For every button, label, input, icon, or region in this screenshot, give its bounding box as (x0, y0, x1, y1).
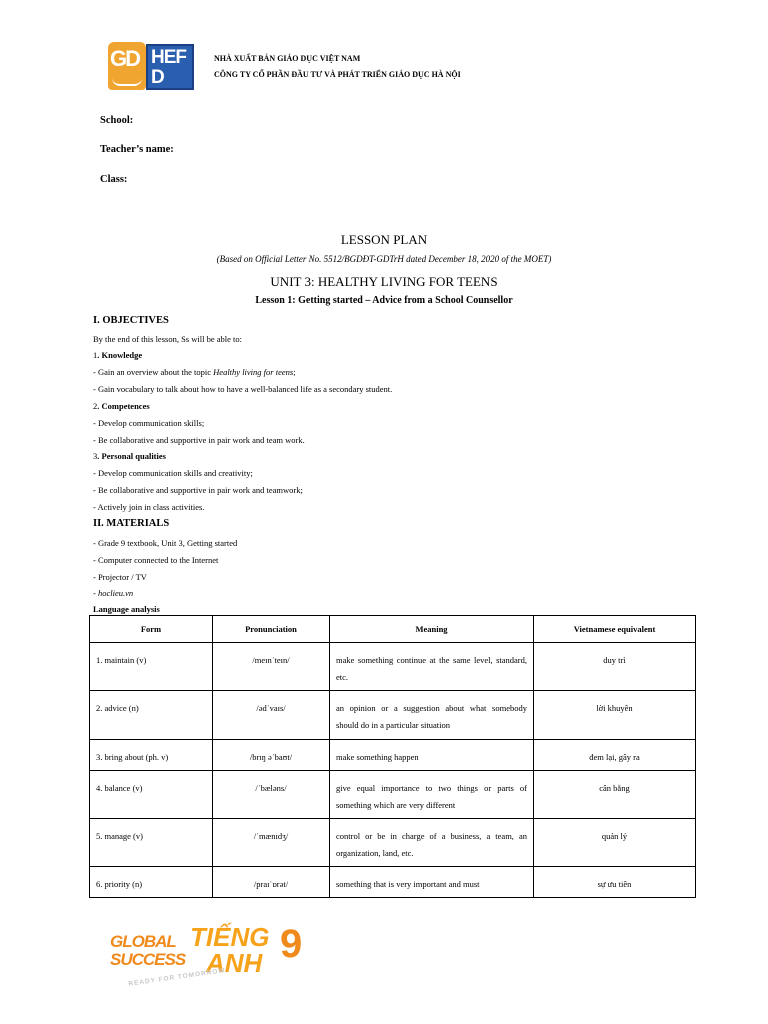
brand-line-2: SUCCESS (110, 950, 186, 969)
material-item-3: - Projector / TV (93, 572, 147, 582)
cell-pronunciation: /ˈmænɪdʒ/ (213, 819, 330, 867)
personal-item-2: - Be collaborative and supportive in pair work and teamwork; (93, 485, 303, 495)
cell-vietnamese: sự ưu tiên (534, 867, 696, 898)
cell-pronunciation: /praɪˈɒrət/ (213, 867, 330, 898)
cell-form: 3. bring about (ph. v) (90, 740, 213, 771)
publisher-line-1: NHÀ XUẤT BẢN GIÁO DỤC VIỆT NAM (214, 54, 361, 63)
personal-item-3: - Actively join in class activities. (93, 502, 205, 512)
knowledge-heading: 1. Knowledge (93, 350, 143, 360)
cell-meaning: make something happen (330, 740, 534, 771)
cell-meaning: something that is very important and must (330, 867, 534, 898)
cell-vietnamese: đem lại, gây ra (534, 740, 696, 771)
brand-anh: ANH (206, 948, 263, 978)
table-row (90, 867, 696, 898)
objectives-heading: I. OBJECTIVES (93, 315, 169, 326)
brand-grade: 9 (280, 922, 303, 966)
brand-line-1: GLOBAL (110, 932, 176, 951)
competences-heading: 2. Competences (93, 401, 150, 411)
class-label: Class: (100, 174, 128, 185)
teacher-label: Teacher’s name: (100, 144, 174, 155)
publisher-line-2: CÔNG TY CỔ PHẦN ĐẦU TƯ VÀ PHÁT TRIỂN GIÁO DỤC HÀ NỘI (214, 70, 461, 79)
table-row (90, 819, 696, 867)
cell-pronunciation: /ˈbæləns/ (213, 771, 330, 819)
cell-pronunciation: /meɪnˈteɪn/ (213, 643, 330, 691)
vocabulary-table (89, 615, 696, 898)
publisher-logo (108, 42, 196, 92)
competence-item-2: - Be collaborative and supportive in pair work and team work. (93, 435, 305, 445)
material-item-1: - Grade 9 textbook, Unit 3, Getting started (93, 538, 238, 548)
cell-vietnamese: quản lý (534, 819, 696, 867)
material-item-4: - hoclieu.vn (93, 588, 134, 598)
book-icon (112, 78, 142, 86)
table-row (90, 740, 696, 771)
cell-pronunciation: /ədˈvaɪs/ (213, 691, 330, 740)
knowledge-item-1: - Gain an overview about the topic Healthy living for teens; (93, 367, 296, 377)
cell-pronunciation: /brɪŋ əˈbaʊt/ (213, 740, 330, 771)
table-header-row (90, 616, 696, 643)
publisher-names (214, 51, 461, 83)
competence-item-1: - Develop communication skills; (93, 418, 205, 428)
lesson-title: Lesson 1: Getting started – Advice from a School Counsellor (255, 295, 513, 306)
brand-tieng: TIẾNG (190, 922, 270, 952)
cell-vietnamese: duy trì (534, 643, 696, 691)
cell-form: 5. manage (v) (90, 819, 213, 867)
header-vietnamese: Vietnamese equivalent (534, 616, 696, 643)
table-row (90, 643, 696, 691)
school-label: School: (100, 115, 134, 126)
cell-form: 4. balance (v) (90, 771, 213, 819)
header-meaning: Meaning (330, 616, 534, 643)
header-pronunciation: Pronunciation (213, 616, 330, 643)
unit-title: UNIT 3: HEALTHY LIVING FOR TEENS (270, 274, 498, 289)
table-row (90, 691, 696, 740)
cell-meaning: control or be in charge of a business, a team, an organization, land, etc. (330, 819, 534, 867)
hefd-logo-icon: HEFD (146, 44, 194, 90)
cell-meaning: make something continue at the same level, standard, etc. (330, 643, 534, 691)
table-row (90, 771, 696, 819)
header (108, 42, 461, 92)
language-analysis-label: Language analysis (93, 604, 160, 614)
material-item-2: - Computer connected to the Internet (93, 555, 219, 565)
materials-heading: II. MATERIALS (93, 518, 170, 529)
knowledge-item-2: - Gain vocabulary to talk about how to have a well-balanced life as a secondary student. (93, 384, 393, 394)
header-form: Form (90, 616, 213, 643)
personal-item-1: - Develop communication skills and creativity; (93, 468, 253, 478)
objectives-intro: By the end of this lesson, Ss will be able to: (93, 334, 242, 344)
global-success-logo (108, 918, 318, 988)
brand-tagline: READY FOR TOMORROW (127, 967, 226, 988)
cell-form: 6. priority (n) (90, 867, 213, 898)
cell-form: 2. advice (n) (90, 691, 213, 740)
cell-vietnamese: cân bằng (534, 771, 696, 819)
personal-qualities-heading: 3. Personal qualities (93, 451, 166, 461)
based-on-note: (Based on Official Letter No. 5512/BGDĐT-GDTrH dated December 18, 2020 of the MOET) (216, 254, 552, 264)
cell-vietnamese: lời khuyên (534, 691, 696, 740)
cell-meaning: give equal importance to two things or parts of something which are very different (330, 771, 534, 819)
cell-meaning: an opinion or a suggestion about what somebody should do in a particular situation (330, 691, 534, 740)
gd-logo-icon: GD (108, 42, 146, 90)
cell-form: 1. maintain (v) (90, 643, 213, 691)
lesson-plan-title: LESSON PLAN (340, 232, 428, 247)
